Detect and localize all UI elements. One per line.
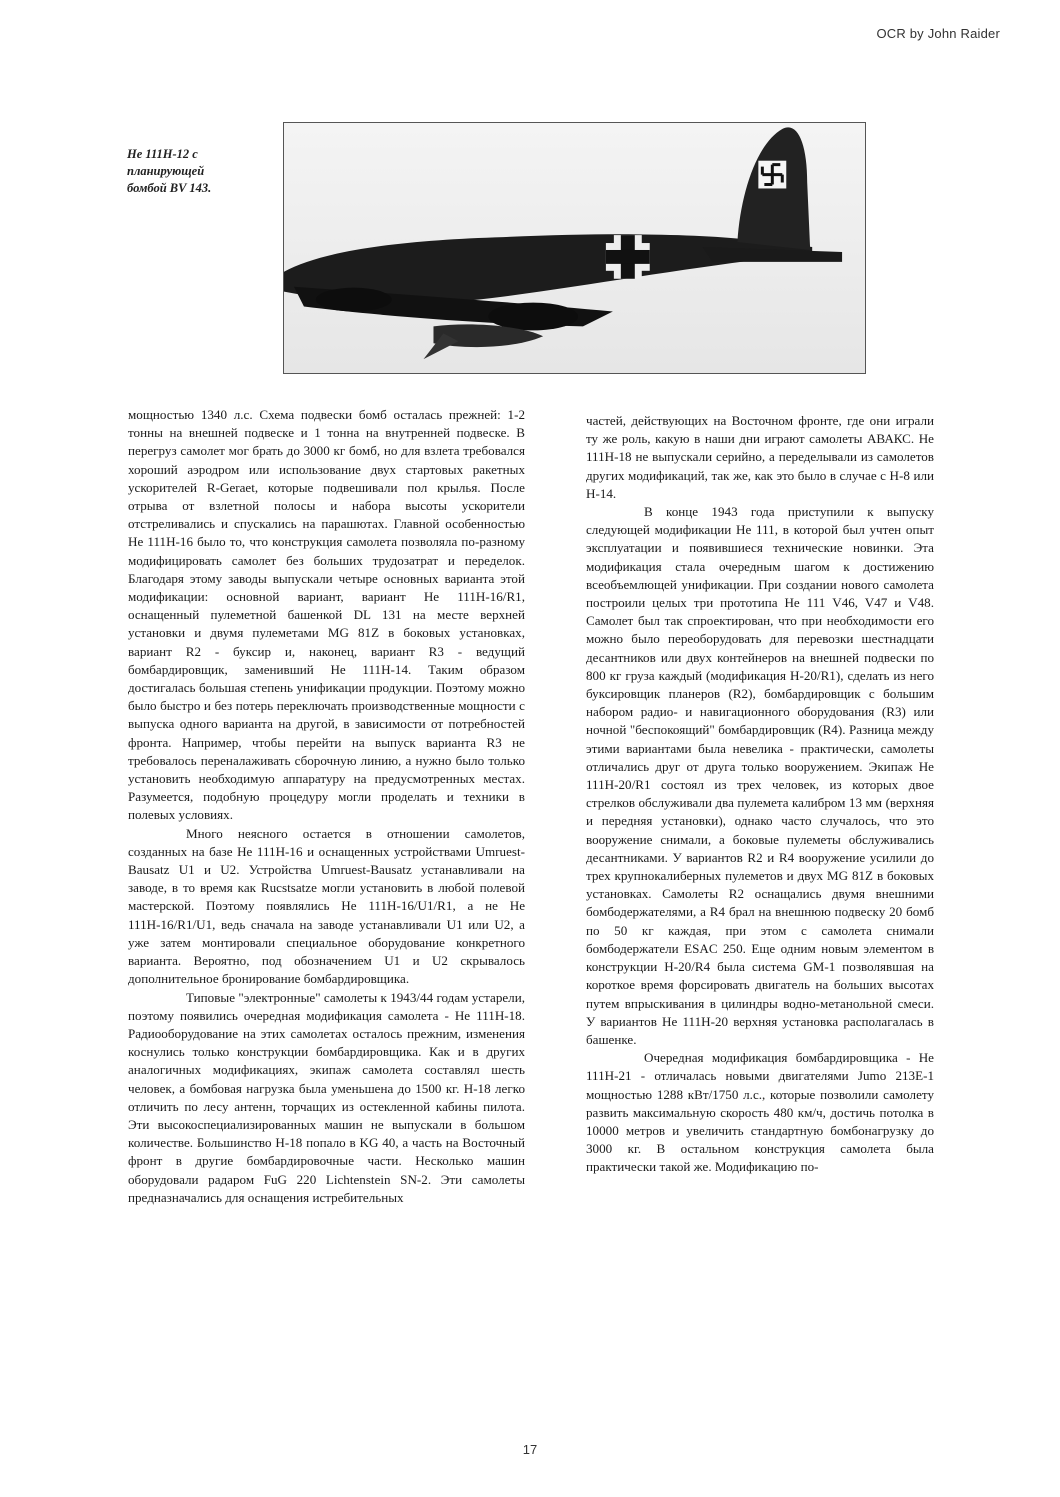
right-column (586, 412, 934, 1177)
page-number: 17 (522, 1442, 538, 1457)
figure-caption: Не 111Н-12 с планирующей бомбой BV 143. (127, 147, 212, 195)
paragraph: мощностью 1340 л.с. Схема подвески бомб осталась прежней: 1-2 тонны на внешней подвеске и 1 тонна на внутренней подвеске. В перегруз самолет мог брать до 3000 кг бомб, но для взлета требовался хороший аэродром или использование двух стартовых ракетных ускорителей R-Geraet, которые подвешивали пол крылья. После отрыва от взлетной полосы и набора высоты ускорители отстреливались и спускались на парашютах. Главной особенностью Не 111Н-16 было то, что конструкция самолета позволяла по-разному модифицировать самолет без больших трудозатрат и переделок. Благодаря этому заводы выпускали четыре основных варианта этой модификации: основной вариант, вариант Не 111Н-16/R1, оснащенный пулеметной башенкой DL 131 на месте верхней установки и двумя пулеметами MG 81Z в боковых установках, вариант R2 - буксир и, наконец, вариант R3 - ведущий бомбардировщик, заменивший Не 111Н-14. Таким образом достигалась большая степень унификации продукции. Поэтому можно было быстро и без потерь переключать производственные мощности с выпуска одного варианта на другой, в зависимости от потребностей фронта. Например, чтобы перейти на выпуск варианта R3 не требовалось переналаживать сборочную линию, а нужно было только установить необходимую аппаратуру на предусмотренных местах. Разумеется, подобную процедуру могли проделать и техники в полевых условиях. (128, 407, 525, 823)
paragraph: В конце 1943 года приступили к выпуску следующей модификации Не 111, в которой был учтен опыт эксплуатации и появившиеся технические новинки. Эта модификация стала очередным шагом к достижению всеобъемлющей унификации. При создании нового самолета построили целых три прототипа Не 111 V46, V47 и V48. Самолет был так спроектирован, что при необходимости его можно было переоборудовать для перевозки шестнадцати десантников или двух контейнеров на внешней подвески по 800 кг груза каждый (модификация Н-20/R1), сделать из него буксировщик планеров (R2), бомбардировщик с большим набором радио- и навигационного оборудования (R3) или ночной "беспокоящий" бомбардировщик (R4). Разница между этими вариантами была невелика - практически, самолеты отличались друг от друга только вооружением. Экипаж Не 111Н-20/R1 состоял из трех человек, из которых двое стрелков обслуживали два пулемета калибром 13 мм (верхняя и передняя установки), однако часто случалось, что это вооружение снимали, а боковые пулеметы обслуживались десантниками. У вариантов R2 и R4 вооружение усилили до трех крупнокалиберных пулеметов и двух MG 81Z в боковых установках. Самолеты R2 оснащались двумя внешними бомбодержателями, а R4 брал на внешнюю подвеску 20 бомб по 50 кг каждая, при этом с самолета снимали бомбодержатели ESAC 250. Еще одним новым элементом в конструкции Н-20/R4 была система GM-1 позволявшая на короткое время форсировать двигатель на больших высотах путем впрыскивания в цилиндры водно-метанольной смеси. У вариантов Не 111Н-20 верхняя установка располагалась в башенке. (586, 504, 934, 1047)
left-column (128, 406, 525, 1207)
aircraft-photo (283, 122, 866, 374)
paragraph: частей, действующих на Восточном фронте, где они играли ту же роль, какую в наши дни играют самолеты АВАКС. Не 111Н-18 не выпускали серийно, а переделывали из самолетов других модификаций, так же, как это было в случае с Н-8 или Н-14. (586, 413, 934, 501)
paragraph: Типовые "электронные" самолеты к 1943/44 годам устарели, поэтому появились очередная модификация самолета - Не 111Н-18. Радиооборудование на этих самолетах осталось прежним, изменения коснулись только конструкции бомбардировщика. Как и в других аналогичных модификациях, экипаж самолета составлял шесть человек, а бомбовая нагрузка была уменьшена до 1500 кг. Н-18 легко отличить по лесу антенн, торчащих из остекленной кабины пилота. Эти высокоспециализированных машин не выпускали в большом количестве. Большинство Н-18 попало в KG 40, а часть на Восточный фронт в другие бомбардировочные части. Несколько машин оборудовали радаром FuG 220 Lichtenstein SN-2. Эти самолеты предназначались для оснащения истребительных (128, 989, 525, 1205)
engine-left (316, 288, 392, 312)
tail-marking (758, 161, 786, 189)
paragraph: Очередная модификация бомбардировщика - Не 111Н-21 - отличалась новыми двигателями Jumo 213E-1 мощностью 1288 кВт/1750 л.с., которые позволили самолету развить максимальную скорость 480 км/ч, достичь потолка в 10000 метров и увеличить стандартную бомбонагрузку до 3000 кг. В остальном конструкция самолета была практически такой же. Модификацию по- (586, 1050, 934, 1175)
ocr-credit: OCR by John Raider (876, 26, 1000, 41)
paragraph: Много неясного остается в отношении самолетов, созданных на базе Не 111Н-16 и оснащенных устройствами Umruest-Bausatz U1 и U2. Устройства Umruest-Bausatz устанавливали на заводе, в то время как Rucstsatze могли установить в любой полевой мастерской. Поэтому появлялись Не 111Н-16/U1/R1, а не Не 111Н-16/R1/U1, ведь сначала на заводе устанавливали U1 или U2, а уже затем монтировали специальное оборудование конкретного варианта. Вероятно, под обозначением U1 и U2 скрывалось дополнительное бронирование бомбардировщика. (128, 825, 525, 987)
engine-right (488, 303, 578, 331)
